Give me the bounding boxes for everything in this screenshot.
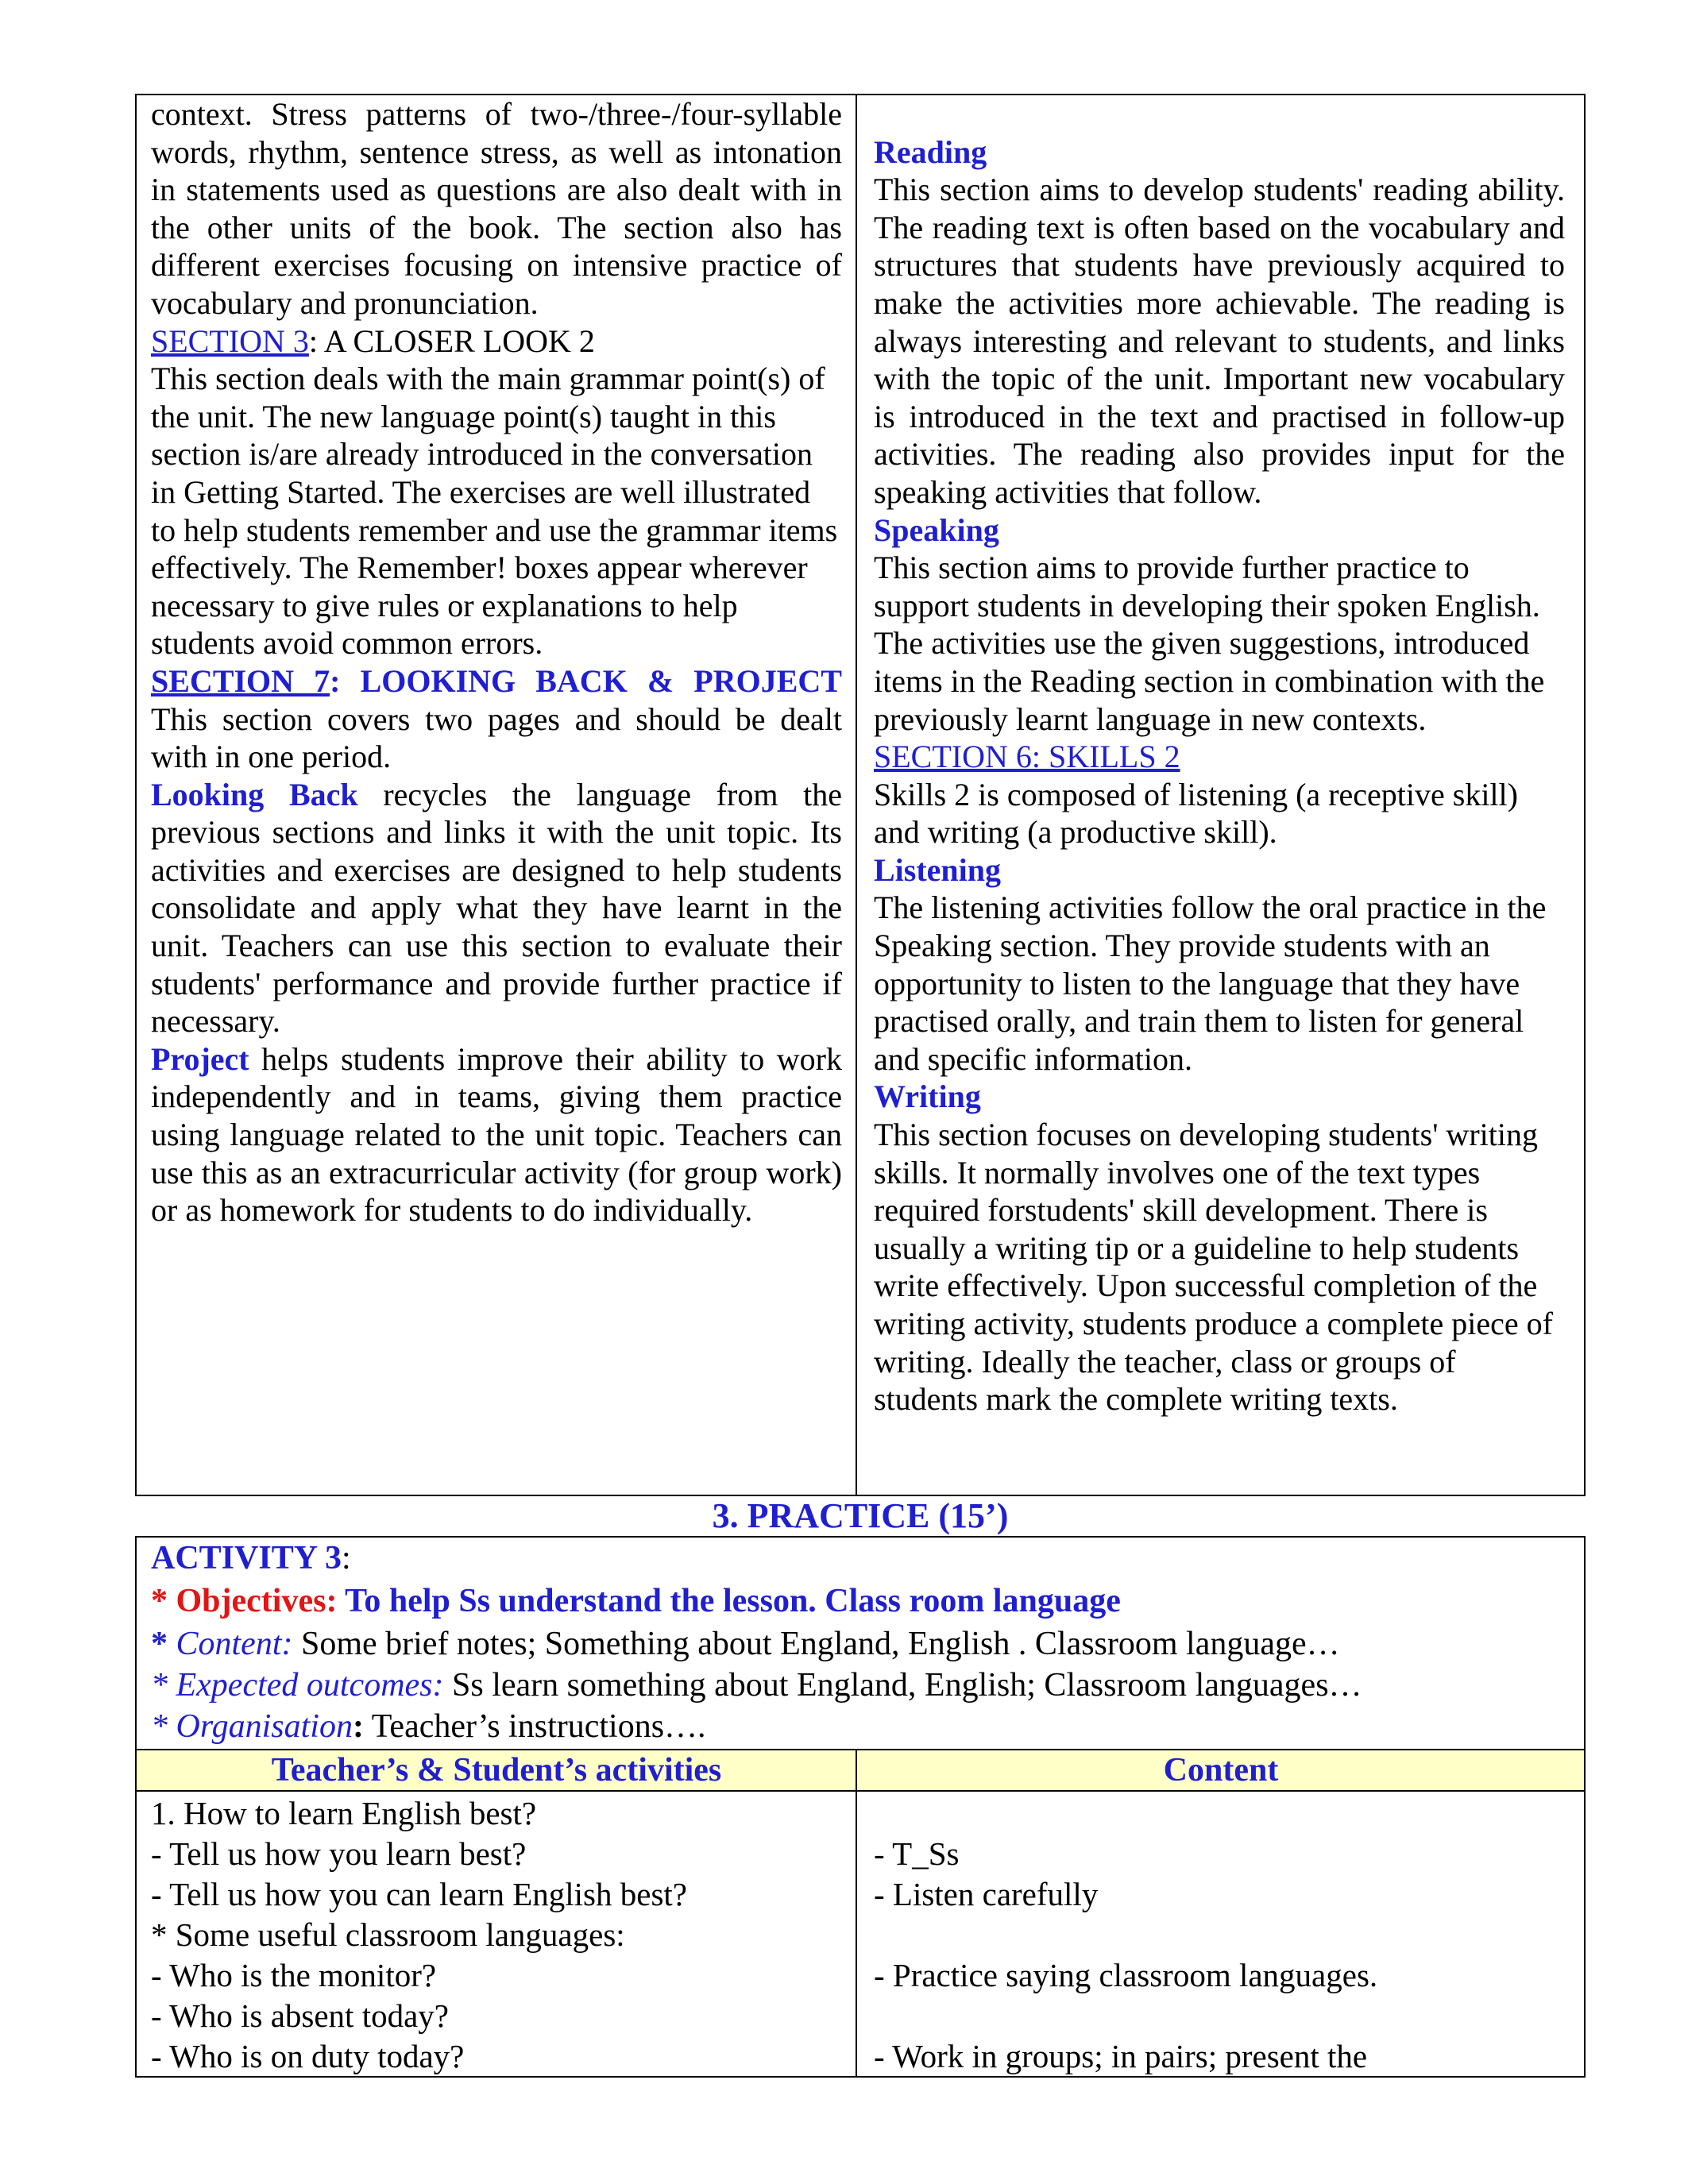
section6-body: Skills 2 is composed of listening (a receptive skill) and writing (a productive skill). bbox=[874, 776, 1518, 851]
table-row bbox=[874, 1915, 1565, 1955]
right-column bbox=[874, 133, 1565, 1418]
table-row: - Tell us how you learn best? bbox=[151, 1835, 527, 1872]
content-column bbox=[874, 1793, 1565, 2077]
table-row bbox=[874, 1996, 1565, 2036]
section7-body: This section covers two pages and should be dealt with in one period. bbox=[151, 700, 842, 775]
reading-body: This section aims to develop students' reading ability. The reading text is often based on the vocabulary and structures that students have previously acquired to make the activities more achievable. The reading is always interesting and relevant to students, and links with the topic of the unit. Important new vocabulary is introduced in the text and practised in follow-up activities. The reading also provides input for the speaking activities that follow. bbox=[874, 172, 1565, 510]
project-paragraph bbox=[151, 1040, 842, 1229]
table-row: - Practice saying classroom languages. bbox=[874, 1957, 1378, 1993]
writing-body: This section focuses on developing students' writing skills. It normally involves one of the text types required forstudents' skill development. There is usually a writing tip or a guideline to help students write effectively. Upon successful completion of the writing activity, students produce a complete piece of writing. Ideally the teacher, class or groups of students mark the complete writing texts. bbox=[874, 1117, 1553, 1418]
table-row: - Work in groups; in pairs; present the bbox=[874, 2038, 1368, 2074]
looking-back-body: recycles the language from the previous sections and links it with the unit topic. Its activities and exercises are designed to help students consolidate and apply what they have learnt in the unit. Teachers can use this section to evaluate their students' performance and provide further practice if necessary. bbox=[151, 776, 842, 1040]
section7-title: : LOOKING BACK & PROJECT bbox=[330, 662, 842, 699]
listening-body: The listening activities follow the oral practice in the Speaking section. They provide students with an opportunity to listen to the language that they have practised orally, and train them to listen for general and specific information. bbox=[874, 889, 1547, 1077]
table-row: - Who is the monitor? bbox=[151, 1957, 437, 1993]
column-divider bbox=[856, 95, 857, 1495]
table-row: - Who is absent today? bbox=[151, 1997, 449, 2034]
objectives-label: * Objectives: bbox=[151, 1583, 346, 1619]
activity-title-colon: : bbox=[341, 1540, 351, 1576]
organisation-colon: : bbox=[352, 1708, 364, 1745]
section7-link[interactable]: SECTION 7 bbox=[151, 662, 330, 699]
objectives-text: To help Ss understand the lesson. Class room language bbox=[345, 1583, 1121, 1619]
table-row: 1. How to learn English best? bbox=[151, 1795, 537, 1831]
top-table bbox=[135, 94, 1586, 1496]
activity-title: ACTIVITY 3 bbox=[151, 1540, 342, 1576]
table-row: - Tell us how you can learn English best? bbox=[151, 1876, 687, 1912]
writing-heading: Writing bbox=[874, 1078, 981, 1115]
activities-column bbox=[151, 1793, 842, 2077]
objectives-line bbox=[151, 1579, 1573, 1623]
header-activities: Teacher’s & Student’s activities bbox=[271, 1752, 722, 1788]
listening-heading: Listening bbox=[874, 851, 1002, 888]
content-star: * bbox=[151, 1626, 176, 1662]
looking-back-paragraph bbox=[151, 776, 842, 1040]
section3-heading bbox=[151, 322, 842, 361]
section6-heading bbox=[874, 738, 1565, 776]
reading-heading: Reading bbox=[874, 133, 987, 170]
section7-heading bbox=[151, 662, 842, 700]
left-column bbox=[151, 95, 842, 1229]
intro-paragraph: context. Stress patterns of two-/three-/four-syllable words, rhythm, sentence stress, as well as intonation in statements used as questions are also dealt with in the other units of the book. The section also has different exercises focusing on intensive practice of vocabulary and pronunciation. bbox=[151, 96, 842, 321]
section6-link[interactable]: SECTION 6: SKILLS 2 bbox=[874, 739, 1180, 775]
table-column-divider bbox=[856, 1749, 857, 2076]
table-row: * Some useful classroom languages: bbox=[151, 1916, 625, 1953]
outcomes-label: * Expected outcomes: bbox=[151, 1667, 444, 1704]
looking-back-label: Looking Back bbox=[151, 776, 358, 812]
section3-body: This section deals with the main grammar point(s) of the unit. The new language point(s) taught in this section is/are already introduced in the conversation in Getting Started. The exercises are well illustrated to help students remember and use the grammar items effectively. The Remember! boxes appear wherever necessary to give rules or explanations to help students avoid common errors. bbox=[151, 361, 838, 662]
outcomes-text: Ss learn something about England, English; Classroom languages… bbox=[443, 1667, 1362, 1704]
content-line bbox=[151, 1623, 1573, 1665]
content-label: Content: bbox=[176, 1626, 293, 1662]
table-row: - T_Ss bbox=[874, 1835, 960, 1872]
outcomes-line bbox=[151, 1665, 1573, 1706]
activity-header bbox=[151, 1538, 1573, 1747]
section3-title: : A CLOSER LOOK 2 bbox=[308, 322, 595, 359]
table-row bbox=[874, 1793, 1565, 1834]
speaking-body: This section aims to provide further practice to support students in developing their spoken English. The activities use the given suggestions, introduced items in the Reading section in combination with the previously learnt language in new contexts. bbox=[874, 550, 1545, 737]
project-body: helps students improve their ability to work independently and in teams, giving them practice using language related to the unit topic. Teachers can use this as an extracurricular activity (for group work) or as homework for students to do individually. bbox=[151, 1040, 842, 1229]
activities-table-header bbox=[137, 1749, 1584, 1792]
header-content: Content bbox=[1163, 1752, 1279, 1788]
practice-title: 3. PRACTICE (15’) bbox=[712, 1496, 1009, 1535]
activity-box bbox=[135, 1536, 1586, 2078]
organisation-label: * Organisation bbox=[151, 1708, 353, 1745]
table-row: - Who is on duty today? bbox=[151, 2038, 465, 2074]
organisation-text: Teacher’s instructions…. bbox=[363, 1708, 706, 1745]
table-row: - Listen carefully bbox=[874, 1876, 1099, 1912]
section3-link[interactable]: SECTION 3 bbox=[151, 322, 309, 359]
speaking-heading: Speaking bbox=[874, 511, 999, 548]
organisation-line bbox=[151, 1706, 1573, 1747]
content-text: Some brief notes; Something about England, English . Classroom language… bbox=[292, 1626, 1340, 1662]
project-label: Project bbox=[151, 1040, 249, 1077]
activity-title-line bbox=[151, 1538, 1573, 1579]
